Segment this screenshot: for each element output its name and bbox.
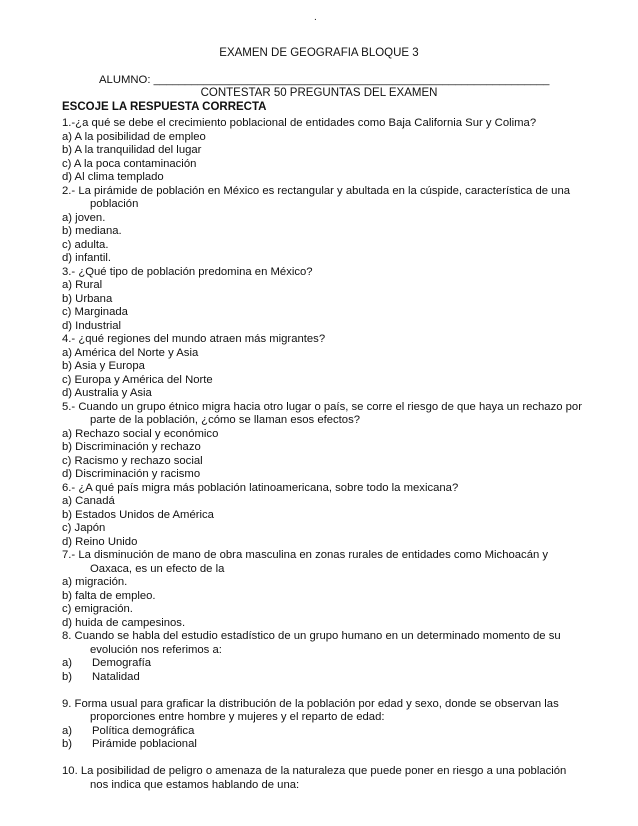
answer-option: a) Rural — [62, 279, 103, 291]
exam-title: EXAMEN DE GEOGRAFIA BLOQUE 3 — [219, 47, 419, 59]
question-text: 7.- La disminución de mano de obra masculina en zonas rurales de entidades como Michoacán y Oaxaca, es un efecto de la — [62, 549, 549, 575]
answer-option-label: b) — [62, 670, 73, 683]
answer-option: c) Europa y América del Norte — [62, 373, 213, 386]
answer-option: c) adulta. — [62, 238, 109, 251]
answer-option: a) joven. — [62, 211, 106, 224]
question-block — [62, 266, 582, 334]
answer-option-label: b) — [62, 738, 73, 750]
question-block — [62, 630, 582, 698]
answer-option: a) América del Norte y Asia — [62, 346, 199, 359]
answer-option — [62, 657, 582, 671]
student-name-line: ALUMNO: _______________________________________________________________ — [99, 74, 550, 86]
answer-option: c) emigración. — [62, 603, 133, 615]
question-block — [62, 482, 582, 550]
question-list — [62, 117, 582, 792]
answer-option: d) huida de campesinos. — [62, 616, 186, 629]
question-block — [62, 549, 582, 630]
answer-option: a) Canadá — [62, 495, 115, 507]
answer-option — [62, 671, 582, 685]
question-block — [62, 333, 582, 401]
instruction-line: CONTESTAR 50 PREGUNTAS DEL EXAMEN — [200, 87, 438, 99]
answer-option: c) Japón — [62, 522, 106, 534]
question-text: 10. La posibilidad de peligro o amenaza de la naturaleza que puede poner en riesgo a una población nos indica que estamos hablando de una: — [62, 765, 567, 791]
question-text: 9. Forma usual para graficar la distribución de la población por edad y sexo, donde se observan las proporciones entre hombre y mujeres y el reparto de edad: — [62, 697, 559, 723]
question-block — [62, 765, 582, 792]
answer-option: d) Al clima templado — [62, 171, 164, 183]
answer-option: d) Industrial — [62, 319, 122, 332]
answer-option-text: Política demográfica — [92, 724, 195, 737]
question-text: 2.- La pirámide de población en México es rectangular y abultada en la cúspide, característica de una población — [62, 184, 571, 210]
answer-option: a) migración. — [62, 576, 128, 588]
question-block — [62, 401, 582, 482]
answer-option: b) Urbana — [62, 292, 113, 305]
answer-option-text: Demografía — [92, 657, 152, 669]
answer-option: b) Discriminación y rechazo — [62, 441, 201, 453]
answer-option — [62, 725, 582, 739]
answer-option: c) Racismo y rechazo social — [62, 454, 203, 467]
blank-line — [62, 684, 582, 698]
question-text: 1.-¿a qué se debe el crecimiento poblacional de entidades como Baja California Sur y Colima? — [62, 117, 537, 129]
question-text: 8. Cuando se habla del estudio estadístico de un grupo humano en un determinado momento de su evolución nos referimos a: — [62, 630, 561, 656]
answer-option-text: Pirámide poblacional — [92, 738, 197, 750]
question-block — [62, 698, 582, 766]
answer-option: d) Reino Unido — [62, 535, 138, 548]
answer-option: b) A la tranquilidad del lugar — [62, 144, 202, 156]
answer-option: a) Rechazo social y económico — [62, 427, 219, 440]
answer-option: b) falta de empleo. — [62, 589, 156, 602]
answer-option-label: a) — [62, 657, 73, 669]
answer-option: c) Marginada — [62, 306, 128, 318]
answer-option: b) mediana. — [62, 225, 122, 237]
answer-option-label: a) — [62, 724, 73, 737]
answer-option — [62, 738, 582, 752]
answer-option: b) Estados Unidos de América — [62, 508, 214, 521]
answer-option: d) Australia y Asia — [62, 387, 152, 399]
answer-option-text: Natalidad — [92, 670, 140, 683]
header-dot: . — [314, 12, 317, 23]
answer-option: d) Discriminación y racismo — [62, 468, 201, 480]
answer-option: c) A la poca contaminación — [62, 157, 197, 170]
answer-option: a) A la posibilidad de empleo — [62, 130, 206, 143]
question-text: 5.- Cuando un grupo étnico migra hacia otro lugar o país, se corre el riesgo de que haya un rechazo por parte de la población, ¿cómo se llaman esos efectos? — [62, 400, 582, 426]
blank-line — [62, 752, 582, 766]
question-block — [62, 185, 582, 266]
question-block — [62, 117, 582, 185]
answer-option: b) Asia y Europa — [62, 360, 145, 372]
question-text: 4.- ¿qué regiones del mundo atraen más migrantes? — [62, 333, 326, 345]
question-text: 3.- ¿Qué tipo de población predomina en México? — [62, 265, 313, 278]
answer-option: d) infantil. — [62, 252, 111, 264]
section-heading: ESCOJE LA RESPUESTA CORRECTA — [62, 101, 267, 113]
question-text: 6.- ¿A qué país migra más población latinoamericana, sobre todo la mexicana? — [62, 481, 459, 494]
